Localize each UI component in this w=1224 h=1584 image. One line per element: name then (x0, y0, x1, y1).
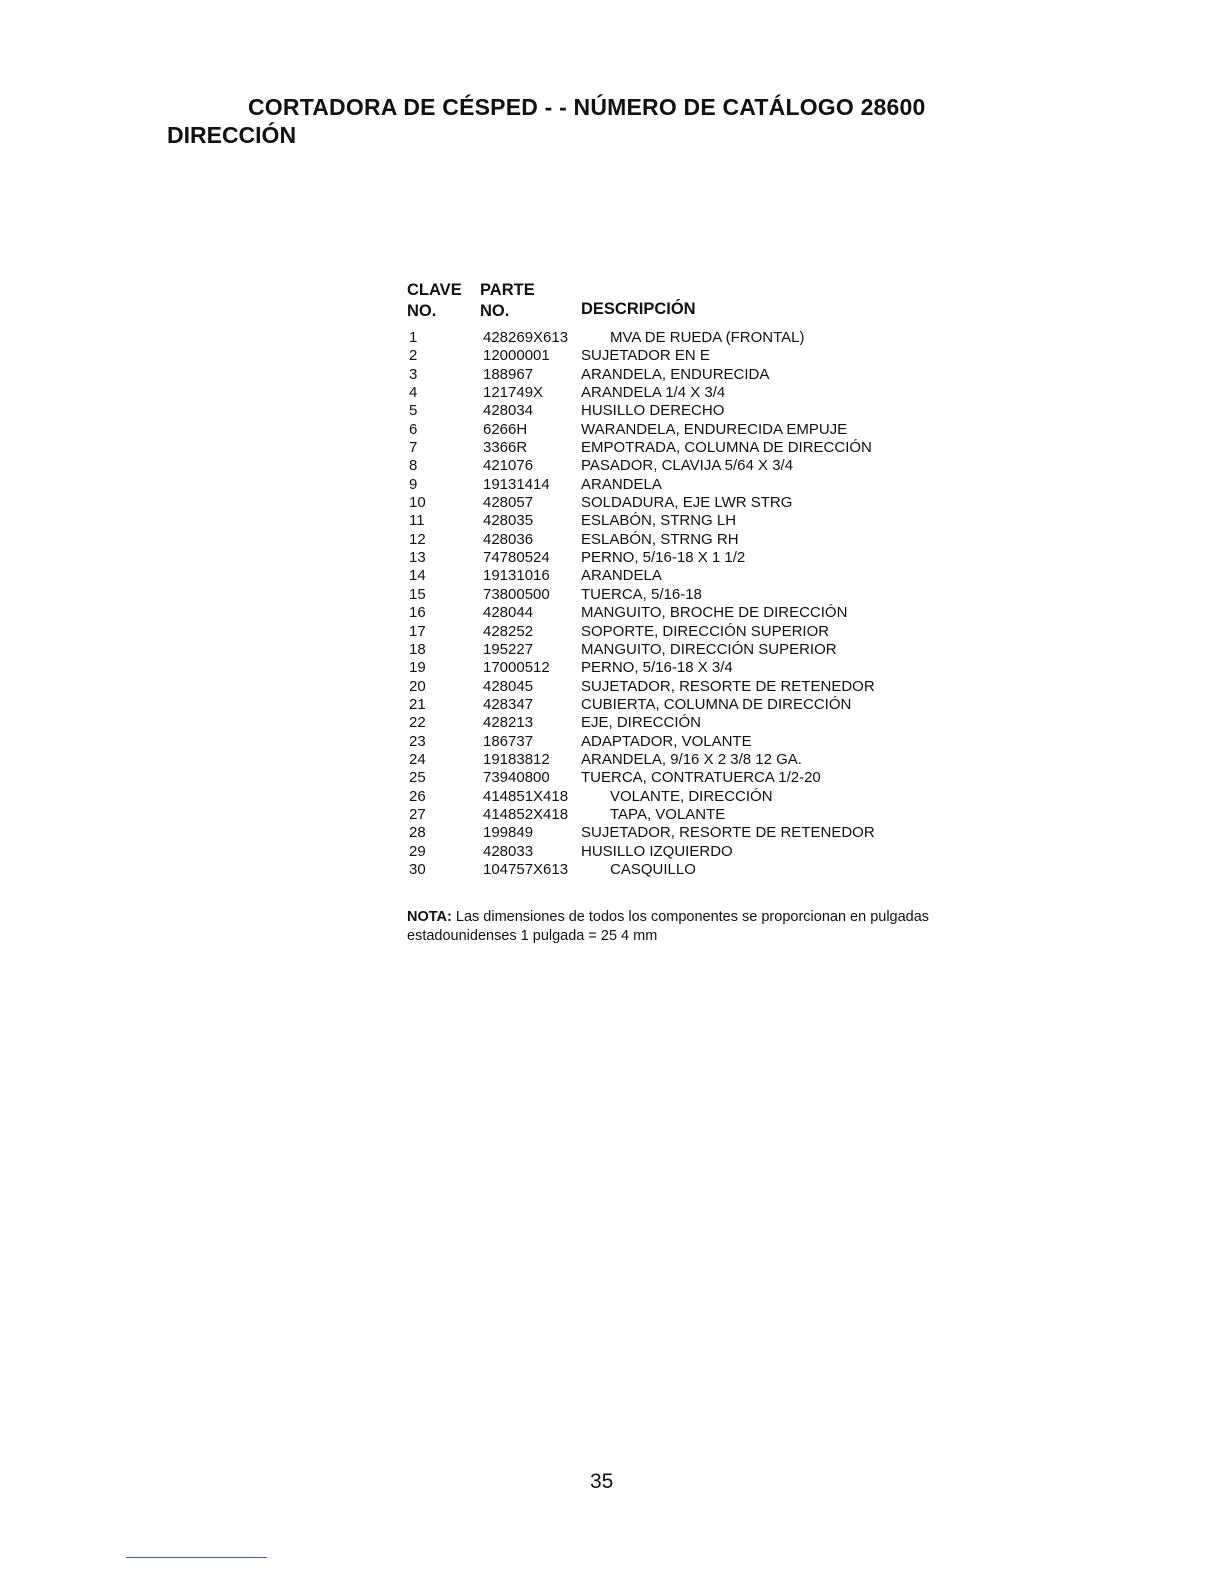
table-row (407, 806, 967, 824)
part-description: PASADOR, CLAVIJA 5/64 X 3/4 (581, 457, 794, 475)
part-number: 428347 (483, 695, 534, 713)
part-description: MVA DE RUEDA (FRONTAL) (610, 329, 805, 346)
part-number: 428044 (483, 604, 534, 622)
table-row (407, 457, 967, 475)
part-number: 19183812 (483, 750, 550, 768)
part-number: 3366R (483, 439, 528, 457)
table-row (407, 641, 967, 659)
part-description: WARANDELA, ENDURECIDA EMPUJE (581, 420, 848, 438)
header-key-no: NO. (407, 302, 437, 320)
part-description: ARANDELA 1/4 X 3/4 (581, 384, 726, 402)
key-number: 3 (409, 365, 418, 383)
part-number: 74780524 (483, 549, 550, 567)
key-number: 29 (409, 842, 426, 860)
part-description: SUJETADOR, RESORTE DE RETENEDOR (581, 824, 875, 842)
key-number: 4 (409, 384, 418, 402)
table-row (407, 476, 967, 494)
part-description: MANGUITO, BROCHE DE DIRECCIÓN (581, 604, 848, 622)
table-row (407, 384, 967, 402)
part-description: HUSILLO IZQUIERDO (581, 842, 733, 860)
key-number: 9 (409, 475, 418, 493)
part-number: 414852X418 (483, 805, 569, 823)
key-number: 16 (409, 604, 426, 622)
parts-table (407, 281, 967, 879)
parts-table-header (407, 281, 967, 329)
part-description: ARANDELA, ENDURECIDA (581, 365, 770, 383)
footer-rule (126, 1557, 267, 1558)
part-number: 428213 (483, 714, 534, 732)
part-number: 121749X (483, 384, 544, 402)
key-number: 23 (409, 732, 426, 750)
part-number: 428269X613 (483, 329, 569, 346)
table-row (407, 604, 967, 622)
table-row (407, 843, 967, 861)
key-number: 24 (409, 750, 426, 768)
table-row (407, 549, 967, 567)
table-row (407, 531, 967, 549)
part-number: 12000001 (483, 347, 550, 365)
table-row (407, 494, 967, 512)
key-number: 7 (409, 439, 418, 457)
header-part-no: NO. (480, 302, 510, 320)
part-number: 17000512 (483, 659, 550, 677)
part-description: HUSILLO DERECHO (581, 402, 725, 420)
key-number: 28 (409, 824, 426, 842)
key-number: 14 (409, 567, 426, 585)
part-number: 199849 (483, 824, 534, 842)
key-number: 18 (409, 640, 426, 658)
key-number: 22 (409, 714, 426, 732)
header-descripcion: DESCRIPCIÓN (581, 300, 696, 318)
part-description: EMPOTRADA, COLUMNA DE DIRECCIÓN (581, 439, 872, 457)
part-description: SOLDADURA, EJE LWR STRG (581, 494, 793, 512)
part-description: ESLABÓN, STRNG RH (581, 530, 739, 548)
part-description: VOLANTE, DIRECCIÓN (610, 787, 773, 805)
part-description: ESLABÓN, STRNG LH (581, 512, 737, 530)
table-row (407, 861, 967, 879)
table-row (407, 769, 967, 787)
part-description: ARANDELA (581, 567, 662, 585)
part-description: MANGUITO, DIRECCIÓN SUPERIOR (581, 640, 837, 658)
part-description: SUJETADOR, RESORTE DE RETENEDOR (581, 677, 875, 695)
part-number: 19131016 (483, 567, 550, 585)
table-row (407, 329, 967, 347)
header-parte: PARTE (480, 281, 535, 299)
part-description: PERNO, 5/16-18 X 3/4 (581, 659, 733, 677)
part-number: 73940800 (483, 769, 550, 787)
table-row (407, 659, 967, 677)
key-number: 25 (409, 769, 426, 787)
key-number: 19 (409, 659, 426, 677)
part-number: 428033 (483, 842, 534, 860)
part-description: TUERCA, 5/16-18 (581, 585, 702, 603)
part-description: TUERCA, CONTRATUERCA 1/2-20 (581, 769, 821, 787)
part-description: PERNO, 5/16-18 X 1 1/2 (581, 549, 746, 567)
table-row (407, 751, 967, 769)
part-description: CUBIERTA, COLUMNA DE DIRECCIÓN (581, 695, 852, 713)
part-number: 421076 (483, 457, 534, 475)
key-number: 1 (409, 329, 418, 346)
part-number: 428035 (483, 512, 534, 530)
part-description: SUJETADOR EN E (581, 347, 710, 365)
table-row (407, 788, 967, 806)
table-row (407, 366, 967, 384)
part-number: 195227 (483, 640, 534, 658)
part-number: 104757X613 (483, 860, 569, 878)
parts-rows (407, 329, 967, 879)
part-description: CASQUILLO (610, 860, 696, 878)
part-number: 19131414 (483, 475, 550, 493)
header-clave: CLAVE (407, 281, 462, 299)
table-row (407, 678, 967, 696)
key-number: 17 (409, 622, 426, 640)
table-row (407, 402, 967, 420)
part-description: TAPA, VOLANTE (610, 805, 726, 823)
part-description: SOPORTE, DIRECCIÓN SUPERIOR (581, 622, 830, 640)
key-number: 6 (409, 420, 418, 438)
table-row (407, 733, 967, 751)
part-number: 428036 (483, 530, 534, 548)
part-description: ADAPTADOR, VOLANTE (581, 732, 752, 750)
table-row (407, 586, 967, 604)
part-number: 428034 (483, 402, 534, 420)
table-row (407, 714, 967, 732)
key-number: 15 (409, 585, 426, 603)
part-description: ARANDELA (581, 475, 662, 493)
table-row (407, 623, 967, 641)
part-number: 428045 (483, 677, 534, 695)
part-number: 428252 (483, 622, 534, 640)
key-number: 30 (409, 860, 426, 878)
note (407, 908, 967, 946)
part-description: ARANDELA, 9/16 X 2 3/8 12 GA. (581, 750, 802, 768)
table-row (407, 439, 967, 457)
page-title: CORTADORA DE CÉSPED - - NÚMERO DE CATÁLOGO 28600 (248, 94, 926, 120)
part-number: 186737 (483, 732, 534, 750)
note-label: NOTA: (407, 909, 452, 925)
key-number: 2 (409, 347, 418, 365)
part-description: EJE, DIRECCIÓN (581, 714, 702, 732)
part-number: 414851X418 (483, 787, 569, 805)
key-number: 26 (409, 787, 426, 805)
table-row (407, 824, 967, 842)
key-number: 27 (409, 805, 426, 823)
key-number: 10 (409, 494, 426, 512)
table-row (407, 512, 967, 530)
key-number: 13 (409, 549, 426, 567)
table-row (407, 347, 967, 365)
key-number: 12 (409, 530, 426, 548)
part-number: 428057 (483, 494, 534, 512)
part-number: 188967 (483, 365, 534, 383)
table-row (407, 696, 967, 714)
note-text: Las dimensiones de todos los componentes se proporcionan en pulgadas estadounidenses 1 pulgada = 25 4 mm (407, 909, 930, 944)
key-number: 8 (409, 457, 418, 475)
key-number: 20 (409, 677, 426, 695)
table-row (407, 421, 967, 439)
key-number: 11 (409, 512, 425, 530)
key-number: 21 (409, 695, 426, 713)
page-number: 35 (590, 1470, 614, 1493)
table-row (407, 567, 967, 585)
section-title: DIRECCIÓN (167, 122, 297, 148)
part-number: 73800500 (483, 585, 550, 603)
key-number: 5 (409, 402, 418, 420)
part-number: 6266H (483, 420, 528, 438)
